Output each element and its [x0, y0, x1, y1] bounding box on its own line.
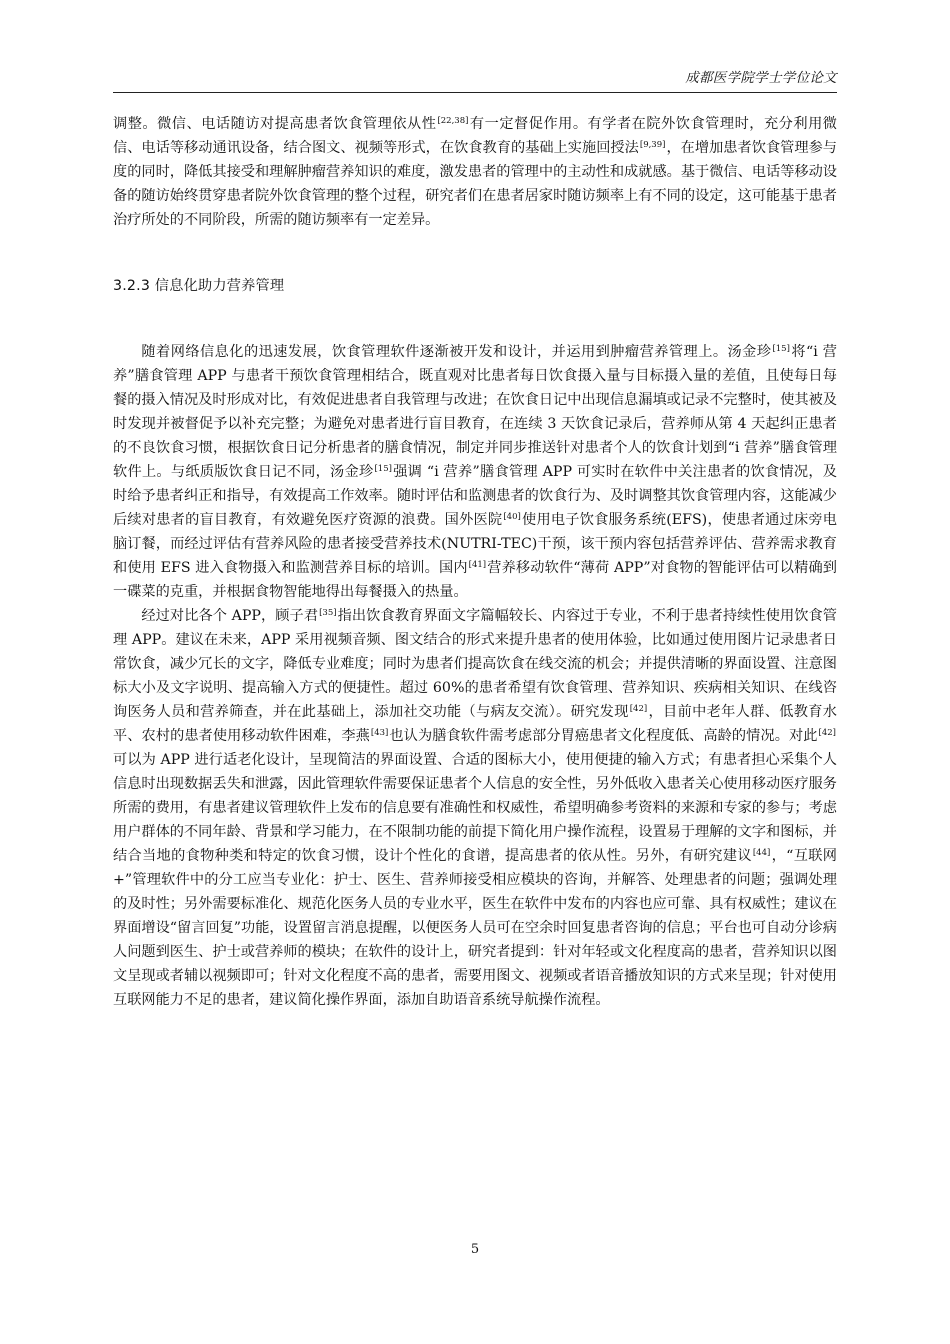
citation-ref: [44]: [752, 848, 771, 858]
text-run: 也认为膳食软件需考虑部分胃癌患者文化程度低、高龄的情况。对此: [389, 728, 818, 744]
citation-ref: [22,38]: [437, 116, 469, 126]
citation-ref: [15]: [374, 464, 392, 474]
text-run: 有一定督促作用。有学者在院外饮食管理时，充分利用微信、电话等移动通讯设备，结合图文、视频等形式，在饮食教育的基础上实施回授法: [113, 116, 837, 156]
paragraph-info-apps: [113, 340, 837, 604]
citation-ref: [42]: [818, 728, 836, 738]
text-run: ，在增加患者饮食管理参与度的同时，降低其接受和理解肿瘤营养知识的难度，激发患者的管理中的主动性和成就感。基于微信、电话等移动设备的随访始终贯穿患者院外饮食管理的整个过程，研究者们在患者居家时随访频率上有不同的设定，这可能基于患者治疗所处的不同阶段，所需的随访频率有一定差异。: [113, 140, 837, 228]
text-run: 营养移动软件“薄荷 APP”对食物的智能评估可以精确到一碟菜的克重，并根据食物智能地得出每餐摄入的热量。: [113, 560, 837, 600]
text-run: 调整。微信、电话随访对提高患者饮食管理依从性: [113, 116, 437, 132]
paragraph-continued: [113, 112, 837, 232]
text-run: ，目前中老年人群、低教育水平、农村的患者使用移动软件困难，李燕: [113, 704, 837, 744]
citation-ref: [40]: [503, 512, 521, 522]
section-heading: 3.2.3 信息化助力营养管理: [113, 278, 285, 294]
page-number: 5: [470, 1242, 480, 1257]
running-header-title: 成都医学院学士学位论文: [685, 70, 837, 86]
text-run: 将“i 营养”膳食管理 APP 与患者干预饮食管理相结合，既直观对比患者每日饮食摄入量与目标摄入量的差值，且使每日每餐的摄入情况及时形成对比，有效促进患者自我管理与改进；在饮食日记中出现信息漏填或记录不完整时，使其被及时发现并被督促予以补充完整；为避免对患者进行盲目教育，在连续 3 天饮食记录后，营养师从第 4 天起纠正患者的不良饮食习惯，根据饮食日记分析患者的膳食情况，制定并同步推送针对患者个人的饮食计划到“i 营养”膳食管理软件上。与纸质版饮食日记不同，汤金珍: [113, 344, 837, 480]
citation-ref: [42]: [629, 704, 648, 714]
text-run: 随着网络信息化的迅速发展，饮食管理软件逐渐被开发和设计，并运用到肿瘤营养管理上。汤金珍: [141, 344, 772, 360]
citation-ref: [41]: [468, 560, 487, 570]
citation-ref: [35]: [319, 608, 337, 618]
text-run: 指出饮食教育界面文字篇幅较长、内容过于专业，不利于患者持续性使用饮食管理 APP。建议在未来，APP 采用视频音频、图文结合的形式来提升患者的使用体验，比如通过使用图片记录患者日常饮食，减少冗长的文字，降低专业难度；同时为患者们提高饮食在线交流的机会；并提供清晰的界面设置、注意图标大小及文字说明、提高输入方式的便捷性。超过 60%的患者希望有饮食管理、营养知识、疾病相关知识、在线咨询医务人员和营养筛查，并在此基础上，添加社交功能（与病友交流）。研究发现: [113, 608, 837, 720]
text-run: 经过对比各个 APP，顾子君: [141, 608, 319, 624]
body-text: [113, 112, 837, 1012]
header-divider: [113, 92, 837, 93]
citation-ref: [15]: [772, 344, 790, 354]
citation-ref: [43]: [370, 728, 389, 738]
text-run: 使用电子饮食服务系统(EFS)，使患者通过床旁电脑订餐，而经过评估有营养风险的患者接受营养技术(NUTRI-TEC)干预，该干预内容包括营养评估、营养需求教育和使用 EFS 进入食物摄入和监测营养目标的培训。国内: [113, 512, 837, 576]
text-run: 强调 “i 营养”膳食管理 APP 可实时在软件中关注患者的饮食情况，及时给予患者纠正和指导，有效提高工作效率。随时评估和监测患者的饮食行为、及时调整其饮食管理内容，这能减少后续对患者的盲目教育，有效避免医疗资源的浪费。国外医院: [113, 464, 837, 528]
text-run: ，“互联网+”管理软件中的分工应当专业化：护士、医生、营养师接受相应模块的咨询，并解答、处理患者的问题；强调处理的及时性；另外需要标准化、规范化医务人员的专业水平，医生在软件中发布的内容也应可靠、具有权威性；建议在界面增设“留言回复”功能，设置留言消息提醒，以便医务人员可在空余时回复患者咨询的信息；平台也可自动分诊病人问题到医生、护士或营养师的模块；在软件的设计上，研究者提到：针对年轻或文化程度高的患者，营养知识以图文呈现或者辅以视频即可；针对文化程度不高的患者，需要用图文、视频或者语音播放知识的方式来呈现；针对使用互联网能力不足的患者，建议简化操作界面，添加自助语音系统导航操作流程。: [113, 848, 837, 1008]
citation-ref: [9,39]: [639, 140, 666, 150]
text-run: 可以为 APP 进行适老化设计，呈现简洁的界面设置、合适的图标大小，使用便捷的输入方式；有患者担心采集个人信息时出现数据丢失和泄露，因此管理软件需要保证患者个人信息的安全性，另外低收入患者关心使用移动医疗服务所需的费用，有患者建议管理软件上发布的信息要有准确性和权威性，希望明确参考资料的来源和专家的参与；考虑用户群体的不同年龄、背景和学习能力，在不限制功能的前提下简化用户操作流程，设置易于理解的文字和图标，并结合当地的食物种类和特定的饮食习惯，设计个性化的食谱，提高患者的依从性。另外，有研究建议: [113, 752, 837, 864]
paragraph-app-comparison: [113, 604, 837, 1012]
